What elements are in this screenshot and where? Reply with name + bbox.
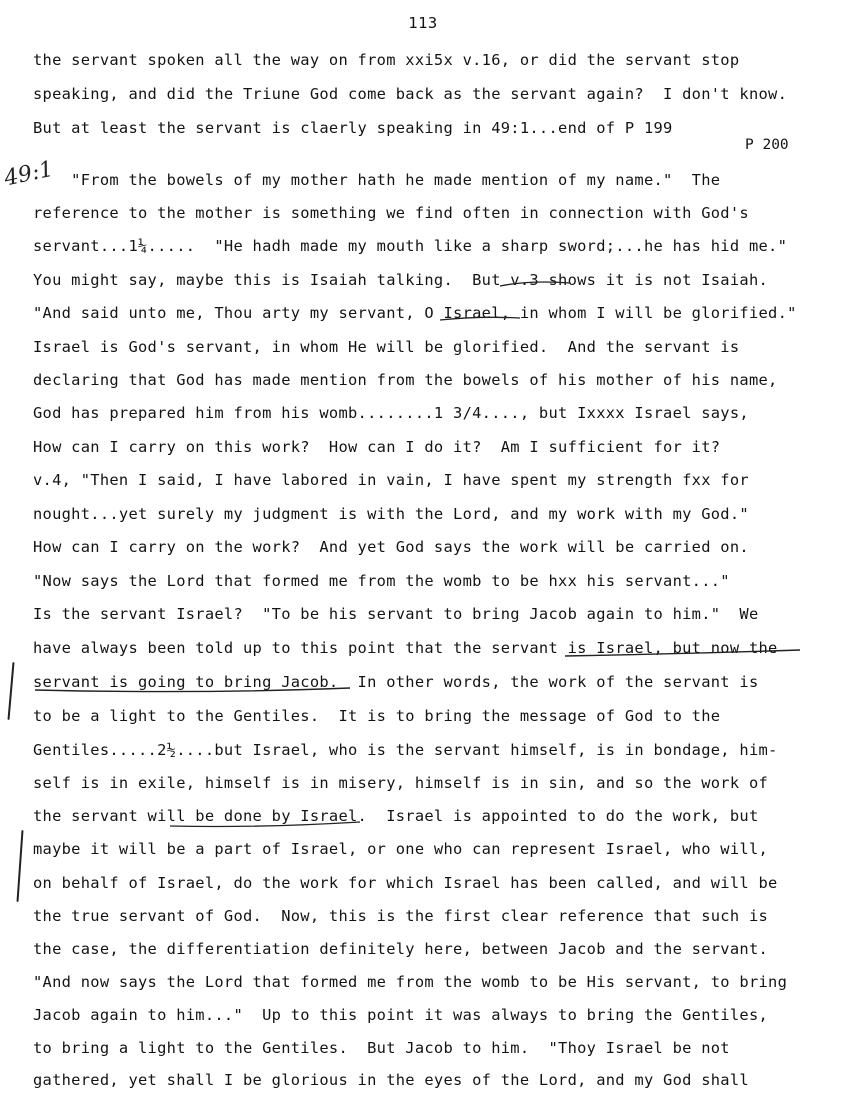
text-line: the servant will be done by Israel. Israel is appointed to do the work, but bbox=[33, 807, 759, 825]
page-number: 113 bbox=[408, 14, 438, 32]
text-line: servant...1¼..... "He hadh made my mouth like a sharp sword;...he has hid me." bbox=[33, 237, 788, 255]
page-reference: P 200 bbox=[745, 137, 789, 153]
text-line: maybe it will be a part of Israel, or one who can represent Israel, who will, bbox=[33, 840, 769, 858]
text-line: to be a light to the Gentiles. It is to bring the message of God to the bbox=[33, 707, 721, 725]
underline-mark bbox=[565, 650, 800, 656]
underline-mark bbox=[35, 688, 350, 692]
text-line: "And now says the Lord that formed me from the womb to be His servant, to bring bbox=[33, 973, 788, 991]
text-line: on behalf of Israel, do the work for which Israel has been called, and will be bbox=[33, 874, 778, 892]
text-line: speaking, and did the Triune God come back as the servant again? I don't know. bbox=[33, 85, 788, 103]
text-line: You might say, maybe this is Isaiah talking. But v.3 shows it is not Isaiah. bbox=[33, 271, 769, 289]
text-line: nought...yet surely my judgment is with the Lord, and my work with my God." bbox=[33, 505, 749, 523]
text-line: self is in exile, himself is in misery, himself is in sin, and so the work of bbox=[33, 774, 769, 792]
text-line: gathered, yet shall I be glorious in the eyes of the Lord, and my God shall bbox=[33, 1071, 749, 1089]
text-line: to bring a light to the Gentiles. But Jacob to him. "Thoy Israel be not bbox=[33, 1039, 730, 1057]
text-line: "Now says the Lord that formed me from the womb to be hxx his servant..." bbox=[33, 572, 730, 590]
underline-mark bbox=[500, 282, 570, 286]
underline-mark bbox=[170, 822, 360, 827]
text-line: Jacob again to him..." Up to this point it was always to bring the Gentiles, bbox=[33, 1006, 769, 1024]
text-line: How can I carry on this work? How can I do it? Am I sufficient for it? bbox=[33, 438, 721, 456]
text-line: Gentiles.....2½....but Israel, who is the servant himself, is in bondage, him- bbox=[33, 741, 778, 759]
text-line: v.4, "Then I said, I have labored in vain, I have spent my strength fxx for bbox=[33, 471, 749, 489]
text-line: declaring that God has made mention from the bowels of his mother of his name, bbox=[33, 371, 778, 389]
text-line: "And said unto me, Thou arty my servant, O Israel, in whom I will be glorified." bbox=[33, 304, 797, 322]
text-line: Israel is God's servant, in whom He will be glorified. And the servant is bbox=[33, 338, 740, 356]
text-line: the case, the differentiation definitely here, between Jacob and the servant. bbox=[33, 940, 769, 958]
text-line: reference to the mother is something we find often in connection with God's bbox=[33, 204, 749, 222]
text-line: God has prepared him from his womb........1 3/4...., but Ixxxx Israel says, bbox=[33, 404, 749, 422]
text-line: "From the bowels of my mother hath he made mention of my name." The bbox=[33, 171, 721, 189]
underline-mark bbox=[440, 317, 520, 320]
text-line: How can I carry on the work? And yet God says the work will be carried on. bbox=[33, 538, 749, 556]
text-line: have always been told up to this point that the servant is Israel, but now the bbox=[33, 639, 778, 657]
text-line: But at least the servant is claerly speaking in 49:1...end of P 199 bbox=[33, 119, 673, 137]
handwritten-margin-note: 49:1 bbox=[2, 156, 56, 192]
text-line: the servant spoken all the way on from xxi5x v.16, or did the servant stop bbox=[33, 51, 740, 69]
text-line: servant is going to bring Jacob. In other words, the work of the servant is bbox=[33, 673, 759, 691]
text-line: the true servant of God. Now, this is the first clear reference that such is bbox=[33, 907, 769, 925]
text-line: Is the servant Israel? "To be his servant to bring Jacob again to him." We bbox=[33, 605, 759, 623]
